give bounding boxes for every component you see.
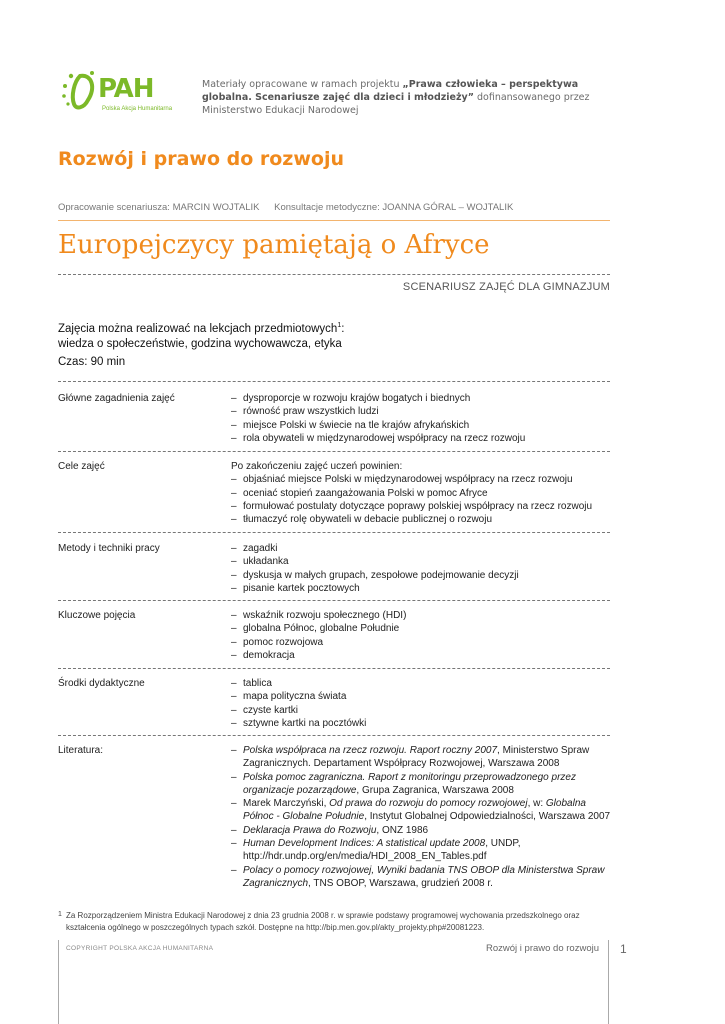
list-item-text: dysproporcje w rozwoju krajów bogatych i biednych: [243, 393, 471, 404]
list-item: – pomoc rozwojowa: [231, 636, 324, 648]
footer-left-rule: [58, 940, 59, 1024]
intro-line1-end: :: [341, 322, 345, 335]
literature-item: – Marek Marczyński, Od prawa do rozwoju do pomocy rozwojowej, w: Globalna Północ - Globalne Południe, Instytut Globalnej Odpowiedzialności, Warszawa 2007: [231, 798, 611, 823]
pah-logo: [62, 70, 182, 118]
list-item: – czyste kartki: [231, 704, 299, 716]
literature-title: Od prawa do rozwoju do pomocy rozwojowej: [329, 798, 528, 810]
list-item-text: miejsce Polski w świecie na tle krajów afrykańskich: [243, 419, 470, 431]
list-item: – sztywne kartki na pocztówki: [231, 717, 367, 729]
list-item: – układanka: [231, 556, 289, 568]
consultant-credit: Konsultacje metodyczne: JOANNA GÓRAL – WOJTALIK: [274, 202, 514, 213]
list-item: – dysproporcje w rozwoju krajów bogatych i biednych: [231, 393, 471, 404]
list-item: – miejsce Polski w świecie na tle krajów afrykańskich: [231, 419, 470, 431]
literature-details: , Ministerstwo Spraw Zagranicznych. Departament Współpracy Rozwojowej, Warszawa 2008: [243, 745, 590, 770]
intro: [58, 318, 344, 353]
literature-list: [231, 744, 616, 890]
row-label-literature: Literatura:: [58, 745, 104, 756]
logo-subtext: Polska Akcja Humanitarna: [102, 106, 173, 112]
list-item: – równość praw wszystkich ludzi: [231, 406, 379, 418]
literature-book-title: Globalna Północ - Globalne Południe: [243, 798, 586, 823]
concepts-list: [231, 609, 616, 662]
row-divider: [58, 381, 610, 382]
list-item-text: demokracja: [243, 649, 295, 661]
footer-right-rule: [608, 940, 609, 1024]
literature-details: , TNS OBOP, Warszawa, grudzień 2008 r.: [308, 877, 493, 889]
list-item: – mapa polityczna świata: [231, 691, 347, 703]
list-item: – rola obywateli w międzynarodowej współpracy na rzecz rozwoju: [231, 432, 526, 444]
list-item-text: tablica: [243, 678, 272, 689]
list-lead: Po zakończeniu zajęć uczeń powinien:: [231, 461, 403, 472]
row-divider: [58, 735, 610, 736]
row-label-goals: Cele zajęć: [58, 461, 105, 472]
list-item-text: pisanie kartek pocztowych: [243, 582, 360, 594]
list-item: – pisanie kartek pocztowych: [231, 582, 360, 594]
list-item-text: wskaźnik rozwoju społecznego (HDI): [243, 610, 407, 621]
literature-details: , ONZ 1986: [376, 824, 429, 836]
list-item-text: mapa polityczna świata: [243, 691, 347, 703]
footnote-text: Za Rozporządzeniem Ministra Edukacji Narodowej z dnia 23 grudnia 2008 r. w sprawie podstawy programowej wychowania przedszkolnego oraz kształcenia ogólnego w poszczególnych typach szkół. Dostępne na http://bip.men.gov.pl/akty_projekty.php#20081223.: [66, 911, 580, 932]
literature-item: – Human Development Indices: A statistical update 2008, UNDP, http://hdr.undp.org/en/media/HDI_2008_EN_Tables.pdf: [231, 838, 521, 863]
literature-title: Polacy o pomocy rozwojowej, Wyniki badania TNS OBOP dla Ministerstwa Spraw Zagranicznych: [243, 864, 605, 889]
project-name: „Prawa człowieka – perspektywa globalna. Scenariusze zajęć dla dzieci i młodzieży”: [202, 79, 579, 103]
list-item-text: globalna Północ, globalne Południe: [243, 623, 400, 635]
literature-author: Marek Marczyński,: [243, 798, 330, 810]
literature-connector: , w:: [527, 798, 546, 810]
list-item-text: zagadki: [243, 543, 278, 554]
row-label-topics: Główne zagadnienia zajęć: [58, 393, 175, 404]
project-info-text: Materiały opracowane w ramach projektu: [202, 79, 403, 90]
literature-title: Polska współpraca na rzecz rozwoju. Raport roczny 2007: [243, 745, 498, 756]
list-item: – globalna Północ, globalne Południe: [231, 623, 400, 635]
intro-line2: wiedza o społeczeństwie, godzina wychowawcza, etyka: [58, 338, 342, 351]
list-item-text: oceniać stopień zaangażowania Polski w pomoc Afryce: [243, 487, 488, 499]
author-credit: Opracowanie scenariusza: MARCIN WOJTALIK: [58, 202, 260, 213]
topics-list: [231, 392, 616, 445]
list-item-text: czyste kartki: [243, 704, 299, 716]
row-label-materials: Środki dydaktyczne: [58, 678, 145, 689]
list-item: – tłumaczyć rolę obywateli w debacie publicznej o rozwoju: [231, 514, 493, 526]
list-item: – demokracja: [231, 649, 295, 661]
list-item-text: tłumaczyć rolę obywateli w debacie publicznej o rozwoju: [243, 514, 493, 526]
literature-details: , Grupa Zagranica, Warszawa 2008: [356, 784, 514, 796]
list-item: – tablica: [231, 678, 272, 689]
footer-title: Rozwój i prawo do rozwoju: [486, 943, 599, 954]
row-label-methods: Metody i techniki pracy: [58, 543, 160, 554]
list-item: – oceniać stopień zaangażowania Polski w pomoc Afryce: [231, 487, 488, 499]
list-item: – formułować postulaty dotyczące poprawy polskiej współpracy na rzecz rozwoju: [231, 500, 593, 512]
list-item-text: układanka: [243, 556, 289, 568]
list-item-text: równość praw wszystkich ludzi: [243, 406, 379, 418]
logo-text: PAH: [98, 74, 154, 104]
row-divider: [58, 668, 610, 669]
footnote: [58, 910, 618, 933]
footnote-number: 1: [58, 911, 62, 918]
footnote-ref: 1: [337, 322, 342, 329]
literature-item: – Polska współpraca na rzecz rozwoju. Raport roczny 2007, Ministerstwo Spraw Zagranicznych. Departament Współpracy Rozwojowej, Warszawa 2008: [231, 745, 590, 770]
title-divider: [58, 274, 610, 275]
literature-title: Deklaracja Prawa do Rozwoju: [243, 824, 377, 836]
literature-item: – Deklaracja Prawa do Rozwoju, ONZ 1986: [231, 824, 429, 836]
intro-line1: Zajęcia można realizować na lekcjach przedmiotowych: [58, 322, 338, 335]
copyright: COPYRIGHT POLSKA AKCJA HUMANITARNA: [66, 945, 214, 952]
project-info: [202, 78, 622, 117]
list-item: – objaśniać miejsce Polski w międzynarodowej współpracy na rzecz rozwoju: [231, 474, 573, 486]
project-info-text-end: dofinansowanego przez Ministerstwo Edukacji Narodowej: [202, 92, 590, 116]
literature-item: – Polska pomoc zagraniczna. Raport z monitoringu przeprowadzonego przez organizacje pozarządowe, Grupa Zagranica, Warszawa 2008: [231, 771, 576, 796]
methods-list: [231, 542, 616, 595]
section-title: Rozwój i prawo do rozwoju: [58, 148, 345, 170]
list-item: – dyskusja w małych grupach, zespołowe podejmowanie decyzji: [231, 569, 519, 581]
list-item-text: dyskusja w małych grupach, zespołowe podejmowanie decyzji: [243, 569, 519, 581]
literature-title: Human Development Indices: A statistical update 2008: [243, 838, 486, 850]
page-number: 1: [620, 942, 627, 956]
list-item: – zagadki: [231, 543, 278, 554]
duration: Czas: 90 min: [58, 356, 126, 368]
row-divider: [58, 451, 610, 452]
page-title: Europejczycy pamiętają o Afryce: [58, 230, 490, 260]
row-divider: [58, 532, 610, 533]
subtitle: SCENARIUSZ ZAJĘĆ DLA GIMNAZJUM: [402, 281, 610, 293]
list-item-text: sztywne kartki na pocztówki: [243, 717, 367, 729]
goals-list: [231, 460, 616, 526]
list-item: – wskaźnik rozwoju społecznego (HDI): [231, 610, 407, 621]
credits: [58, 202, 513, 213]
list-item-text: pomoc rozwojowa: [243, 636, 324, 648]
row-label-concepts: Kluczowe pojęcia: [58, 610, 136, 621]
list-item-text: objaśniać miejsce Polski w międzynarodowej współpracy na rzecz rozwoju: [243, 474, 573, 486]
row-divider: [58, 600, 610, 601]
orange-divider: [58, 220, 610, 221]
list-item-text: rola obywateli w międzynarodowej współpracy na rzecz rozwoju: [243, 432, 526, 444]
list-item-text: formułować postulaty dotyczące poprawy polskiej współpracy na rzecz rozwoju: [243, 500, 593, 512]
literature-item: – Polacy o pomocy rozwojowej, Wyniki badania TNS OBOP dla Ministerstwa Spraw Zagranicznych, TNS OBOP, Warszawa, grudzień 2008 r.: [231, 864, 605, 889]
logo-figure-icon: [62, 70, 102, 116]
literature-title: Polska pomoc zagraniczna. Raport z monitoringu przeprowadzonego przez organizacje pozarządowe: [243, 771, 576, 796]
literature-details: , UNDP, http://hdr.undp.org/en/media/HDI_2008_EN_Tables.pdf: [243, 838, 521, 863]
materials-list: [231, 677, 616, 730]
literature-details: , Instytut Globalnej Odpowiedzialności, Warszawa 2007: [364, 811, 611, 823]
